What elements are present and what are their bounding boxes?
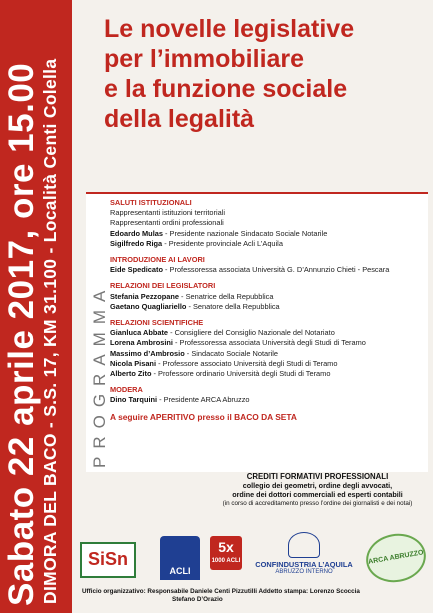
- speaker-role: - Professore associato Università degli Studi di Teramo: [156, 358, 338, 368]
- cinque-per-mille-logo: 5x: [210, 536, 242, 570]
- programma-label: PROGRAMMA: [90, 282, 109, 468]
- confindustria-title: CONFINDUSTRIA L’AQUILA: [255, 560, 353, 569]
- speaker-name: Stefania Pezzopane: [110, 291, 179, 301]
- crediti-block: [210, 472, 425, 508]
- crediti-heading: CREDITI FORMATIVI PROFESSIONALI: [246, 472, 389, 481]
- speaker-role: - Presidente ARCA Abruzzo: [157, 395, 250, 405]
- section-heading: INTRODUZIONE AI LAVORI: [110, 255, 205, 265]
- speaker-row: [110, 265, 425, 275]
- section-scientifiche: [110, 318, 425, 379]
- speaker-name: Dino Tarquini: [110, 395, 158, 405]
- speaker-name: Sigilfredo Riga: [110, 238, 163, 248]
- confindustria-emblem-icon: [288, 532, 320, 558]
- list-item: Rappresentanti istituzioni territoriali: [110, 208, 226, 218]
- confindustria-subtitle: ABRUZZO INTERNO: [275, 569, 333, 575]
- speaker-row: [110, 239, 425, 249]
- speaker-row: [110, 395, 425, 405]
- speaker-row: [110, 229, 425, 239]
- section-heading: RELAZIONI DEI LEGISLATORI: [110, 281, 216, 291]
- speaker-row: [110, 359, 425, 369]
- event-date: Sabato 22 aprile 2017, ore 15.00: [2, 62, 41, 606]
- section-heading: RELAZIONI SCIENTIFICHE: [110, 318, 204, 328]
- page-title: [104, 14, 424, 134]
- crediti-note: (in corso di accreditamento presso l’ordine dei giornalisti e dei notai): [222, 500, 413, 507]
- speaker-row: [110, 328, 425, 338]
- sisn-logo: SiSn: [80, 542, 136, 578]
- speaker-name: Edoardo Mulas: [110, 228, 163, 238]
- speaker-name: Alberto Zito: [110, 369, 152, 379]
- title-line-4: della legalità: [104, 105, 255, 133]
- speaker-role: - Consigliere del Consiglio Nazionale del Notariato: [168, 328, 335, 338]
- section-heading: MODERA: [110, 385, 143, 395]
- list-item: Rappresentanti ordini professionali: [110, 218, 224, 228]
- speaker-row: [110, 292, 425, 302]
- title-line-3: e la funzione sociale: [104, 75, 348, 103]
- section-introduzione: [110, 255, 425, 275]
- speaker-role: - Professoressa associata Università degli Studi di Teramo: [172, 338, 366, 348]
- speaker-role: - Presidente nazionale Sindacato Sociale Notarile: [162, 228, 328, 238]
- event-location: DIMORA DEL BACO - S.S. 17, KM 31.100 - Località Centi Colella: [40, 58, 60, 604]
- speaker-row: [110, 302, 425, 312]
- speaker-name: Massimo d’Ambrosio: [110, 348, 185, 358]
- speaker-role: - Senatrice della Repubblica: [179, 291, 274, 301]
- section-heading: SALUTI ISTITUZIONALI: [110, 198, 192, 207]
- arca-abruzzo-logo: ARCA ABRUZZO: [362, 529, 429, 587]
- speaker-role: - Senatore della Repubblica: [186, 301, 280, 311]
- footer-line-2: Stefano D’Orazio: [172, 596, 223, 603]
- speaker-role: - Presidente provinciale Acli L’Aquila: [162, 238, 283, 248]
- cinque-per-mille-subtext: 1000 ACLI: [211, 558, 241, 564]
- sponsor-logos: [80, 532, 430, 588]
- speaker-row: [110, 338, 425, 348]
- crediti-line: ordine dei dottori commerciali ed esperti contabili: [232, 490, 403, 499]
- title-line-2: per l’immobiliare: [104, 45, 305, 73]
- speaker-row: [110, 369, 425, 379]
- confindustria-logo: [254, 532, 354, 582]
- speaker-role: - Professore ordinario Università degli Studi di Teramo: [151, 369, 331, 379]
- acli-logo-text: ACLI: [169, 566, 191, 576]
- programma-sections: [110, 198, 425, 422]
- section-modera: [110, 385, 425, 405]
- speaker-name: Eide Spedicato: [110, 265, 163, 275]
- crediti-line: collegio dei geometri, ordine degli avvocati,: [242, 481, 393, 490]
- speaker-name: Gianluca Abbate: [110, 328, 169, 338]
- section-saluti: [110, 198, 425, 249]
- section-legislatori: [110, 281, 425, 312]
- aperitivo-note: A seguire APERITIVO presso il BACO DA SETA: [110, 411, 297, 422]
- speaker-row: [110, 349, 425, 359]
- speaker-name: Nicola Pisani: [110, 358, 157, 368]
- footer-line-1: Ufficio organizzativo: Responsabile Daniele Centi Pizzutilli Addetto stampa: Lorenzo Scoccia: [82, 588, 360, 595]
- speaker-role: - Sindacato Sociale Notarile: [184, 348, 279, 358]
- speaker-name: Gaetano Quagliariello: [110, 301, 187, 311]
- speaker-name: Lorena Ambrosini: [110, 338, 173, 348]
- speaker-role: - Professoressa associata Università G. D’Annunzio Chieti - Pescara: [162, 265, 390, 275]
- title-line-1: Le novelle legislative: [104, 15, 355, 43]
- footer: [82, 588, 430, 604]
